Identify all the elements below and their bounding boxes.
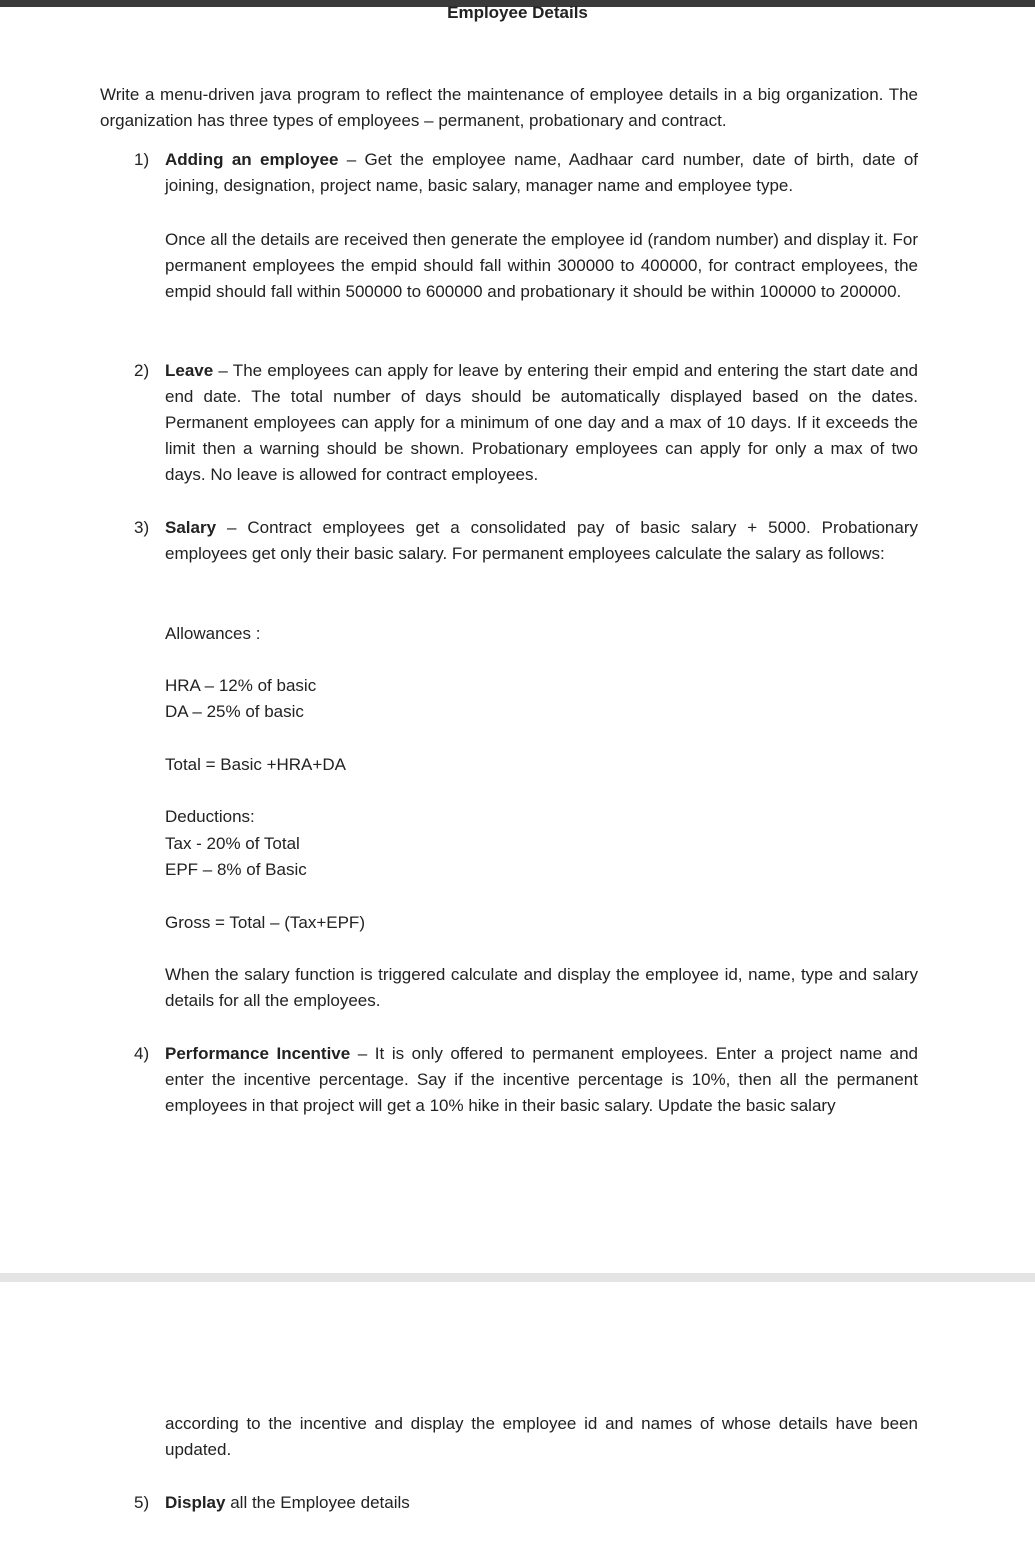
list-item-number: 2) xyxy=(134,361,150,380)
empid-generation-paragraph: Once all the details are received then generate the employee id (random number) and display it. For permanent employees the empid should fall within 300000 to 400000, for contract employees, the empid should fall within 500000 to 600000 and probationary it should be within 100000 to 200000. xyxy=(165,230,918,301)
tax-line: Tax - 20% of Total xyxy=(165,834,300,853)
salary-closing-paragraph: When the salary function is triggered calculate and display the employee id, name, type and salary details for all the employees. xyxy=(165,965,918,1010)
list-item-number: 1) xyxy=(134,150,150,169)
list-item-number: 4) xyxy=(134,1044,150,1063)
list-item-text: – Get the employee name, Aadhaar card number, date of birth, date of joining, designation, project name, basic salary, manager name and employee type. xyxy=(165,150,918,195)
total-formula: Total = Basic +HRA+DA xyxy=(165,755,346,774)
list-item-heading: Display xyxy=(165,1493,226,1512)
intro-paragraph: Write a menu-driven java program to reflect the maintenance of employee details in a big organization. The organization has three types of employees – permanent, probationary and contract. xyxy=(100,85,918,130)
da-line: DA – 25% of basic xyxy=(165,702,304,721)
deductions-label: Deductions: xyxy=(165,807,255,826)
list-item-number: 5) xyxy=(134,1493,150,1512)
list-item-body xyxy=(165,1490,918,1516)
list-item-text: all the Employee details xyxy=(225,1493,410,1512)
list-item-body xyxy=(165,358,918,488)
epf-line: EPF – 8% of Basic xyxy=(165,860,307,879)
list-item-heading: Leave xyxy=(165,361,214,380)
gross-formula: Gross = Total – (Tax+EPF) xyxy=(165,913,365,932)
page-title: Employee Details xyxy=(447,3,588,22)
allowances-label: Allowances : xyxy=(165,624,261,643)
list-item-number: 3) xyxy=(134,518,150,537)
list-item-body xyxy=(165,515,918,567)
list-item-heading: Salary xyxy=(165,518,217,537)
hra-line: HRA – 12% of basic xyxy=(165,676,317,695)
list-item-text: – The employees can apply for leave by entering their empid and entering the start date and end date. The total number of days should be automatically displayed based on the dates. Permanent employees can apply for a minimum of one day and a max of 10 days. If it exceeds the limit then a warning should be shown. Probationary employees can apply for only a max of two days. No leave is allowed for contract employees. xyxy=(165,361,918,484)
list-item-heading: Adding an employee xyxy=(165,150,339,169)
page-separator xyxy=(0,1273,1035,1282)
list-item-body xyxy=(165,1041,918,1119)
incentive-continuation-paragraph: according to the incentive and display the employee id and names of whose details have been updated. xyxy=(165,1414,918,1459)
list-item-text: – Contract employees get a consolidated pay of basic salary + 5000. Probationary employees get only their basic salary. For permanent employees calculate the salary as follows: xyxy=(165,518,918,563)
list-item-heading: Performance Incentive xyxy=(165,1044,351,1063)
list-item-text: – It is only offered to permanent employees. Enter a project name and enter the incentive percentage. Say if the incentive percentage is 10%, then all the permanent employees in that project will get a 10% hike in their basic salary. Update the basic salary xyxy=(165,1044,918,1115)
list-item-body xyxy=(165,147,918,199)
